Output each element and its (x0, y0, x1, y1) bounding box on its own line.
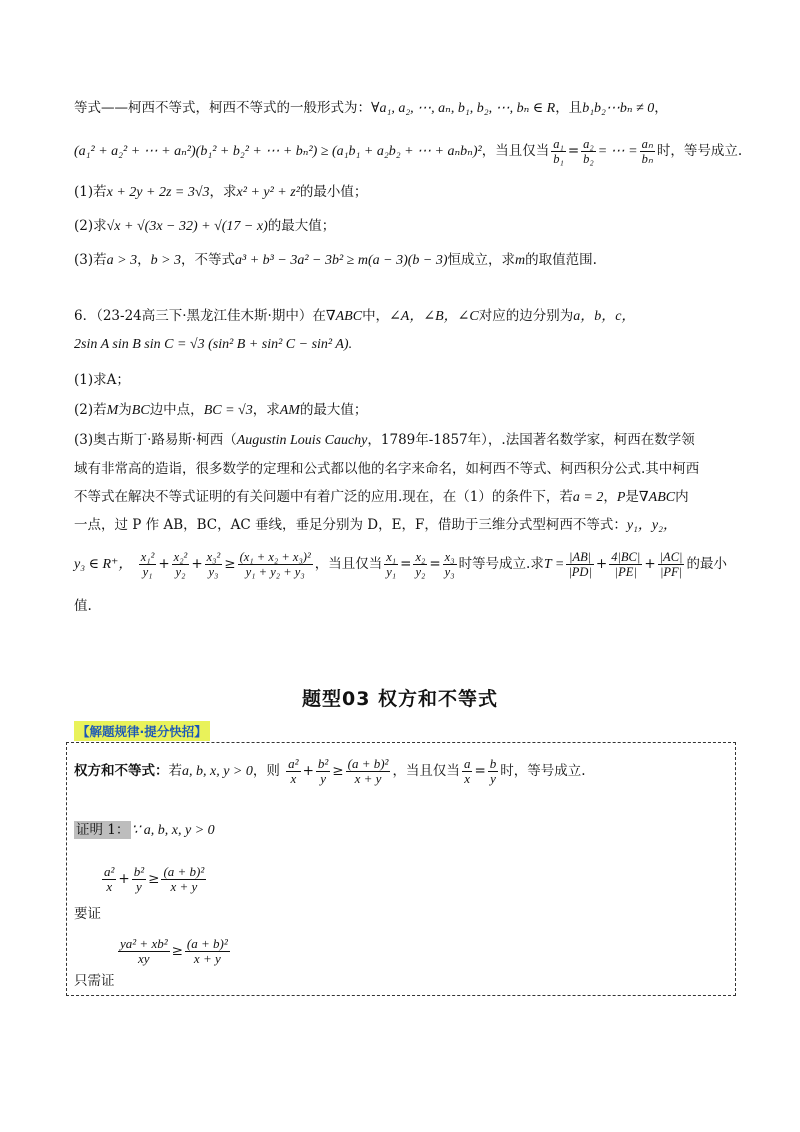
ratio-n: $\frac{\text{aₙ}}{\text{bₙ}}$ (641, 137, 653, 166)
power-mean-statement: 权方和不等式：若a, b, x, y > 0，则 $\frac{\text{a²}}{x}$ + $\frac{\text{b²}}{y}$ ≥ $\frac{\text{(a + b)²}}{x + y}$ ，当且仅当 $\frac{a}{x}$ = $\frac{b}{y}$ 时，等号成立. (74, 756, 586, 786)
intro-line (74, 98, 668, 119)
section-title: 题型03 权方和不等式 (301, 688, 499, 710)
box-label: 权方和不等式： (74, 763, 169, 779)
need-inequality-2: $\frac{\text{ya² + xb²}}{xy}$ ≥ $\frac{\text{(a + b)²}}{x + y}$ (120, 936, 228, 966)
proof-line (74, 820, 215, 841)
q6-part-3-line-1: (3)奥古斯丁·路易斯·柯西（Augustin Louis Cauchy，1789年-1857年），.法国著名数学家，柯西在数学领 (74, 432, 695, 448)
q6-equation: 2sin A sin B sin C = √3 (sin² B + sin² C − sin² A). (74, 337, 353, 352)
intro-text: 等式——柯西不等式，柯西不等式的一般形式为： (74, 100, 371, 116)
cauchy-line: (a₁² + a₂² + ⋯ + aₙ²)(b₁² + b₂² + ⋯ + bₙ²) ≥ (a₁b₁ + a₂b₂ + ⋯ + aₙbₙ)²，当且仅当 $\frac{\text{a₁}}{\text{b₁}}$ = $\frac{\text{a₂}}{\text{b₂}}$ = ⋯ = $\frac{\text{aₙ}}{\text{bₙ}}$ 时，等号成立. (74, 137, 743, 166)
q6-part-2: (2)若M为BC边中点，BC = √3，求AM的最大值； (74, 402, 368, 418)
intro-text-3: ， (654, 100, 668, 116)
q6-part-3-line-6: 值. (74, 598, 92, 614)
q5-part-2: (2)求√x + √(3x − 32) + √(17 − x)的最大值； (74, 218, 336, 234)
cauchy-text-2: 时，等号成立. (656, 143, 743, 159)
intro-text-2: ，且 (555, 100, 583, 116)
ratio-1: $\frac{\text{a₁}}{\text{b₁}}$ (553, 137, 564, 166)
proof-condition: ∵ a, b, x, y > 0 (131, 823, 215, 838)
proof-label: 证明 1： (76, 822, 130, 838)
q6-part-3-line-5: y₃ ∈ R⁺， $\frac{\text{x₁²}}{\text{y₁}}$ + $\frac{\text{x₂²}}{\text{y₂}}$ + $\frac{\text{x₃²}}{\text{y₃}}$ ≥ $\frac{\text{(x₁ + x₂ + x₃)²}}{\text{y₁ + y₂ + y₃}}$ ，当且仅当 $\frac{\text{x₁}}{\text{y₁}}$ = $\frac{\text{x₂}}{\text{y₂}}$ = $\frac{\text{x₃}}{\text{y₃}}$ 时等号成立.求T = $\frac{|AB|}{|PD|}$ + $\frac{4|BC|}{|PE|}$ + $\frac{|AC|}{|PF|}$ 的最小 (74, 550, 727, 579)
q6-part-3-line-3: 不等式在解决不等式证明的有关问题中有着广泛的应用.现在，在（1）的条件下，若a = 2，P是∇ABC内 (74, 489, 689, 505)
sum-fraction: $\frac{\text{(x₁ + x₂ + x₃)²}}{\text{y₁ + y₂ + y₃}}$ (239, 550, 311, 579)
ratio-dots: = ⋯ = (597, 144, 638, 159)
intro-math: ∀a₁, a₂, ⋯, aₙ, b₁, b₂, ⋯, bₙ ∈ R (371, 101, 556, 116)
q5-part-1: (1)若x + 2y + 2z = 3√3，求x² + y² + z²的最小值； (74, 184, 368, 200)
q5-part-3: (3)若a > 3，b > 3，不等式a³ + b³ − 3a² − 3b² ≥ m(a − 3)(b − 3)恒成立，求m的取值范围. (74, 252, 597, 268)
q6-part-3-line-2: 域有非常高的造诣，很多数学的定理和公式都以他的名字来命名，如柯西不等式、柯西积分公式.其中柯西 (74, 461, 700, 477)
cauchy-inequality: (a₁² + a₂² + ⋯ + aₙ²)(b₁² + b₂² + ⋯ + bₙ²) ≥ (a₁b₁ + a₂b₂ + ⋯ + aₙbₙ)² (74, 144, 482, 159)
need-label-2: 只需证 (74, 973, 115, 989)
ratio-2: $\frac{\text{a₂}}{\text{b₂}}$ (583, 137, 594, 166)
need-inequality-1: $\frac{\text{a²}}{x}$ + $\frac{\text{b²}}{y}$ ≥ $\frac{\text{(a + b)²}}{x + y}$ (104, 864, 205, 894)
cauchy-text: ，当且仅当 (481, 143, 550, 159)
intro-math-2: b₁b₂⋯bₙ ≠ 0 (582, 101, 655, 116)
tip-tag: 【解题规律·提分快招】 (74, 721, 210, 741)
q6-heading: 6．（23-24高三下·黑龙江佳木斯·期中）在∇ABC中，∠A，∠B，∠C对应的边分别为a，b，c， (74, 308, 636, 324)
q6-part-3-line-4: 一点，过 P 作 AB，BC，AC 垂线，垂足分别为 D，E，F，借助于三维分式型柯西不等式：y₁，y₂， (74, 517, 678, 533)
need-label-1: 要证 (74, 906, 101, 922)
q6-part-1: (1)求A； (74, 372, 130, 388)
